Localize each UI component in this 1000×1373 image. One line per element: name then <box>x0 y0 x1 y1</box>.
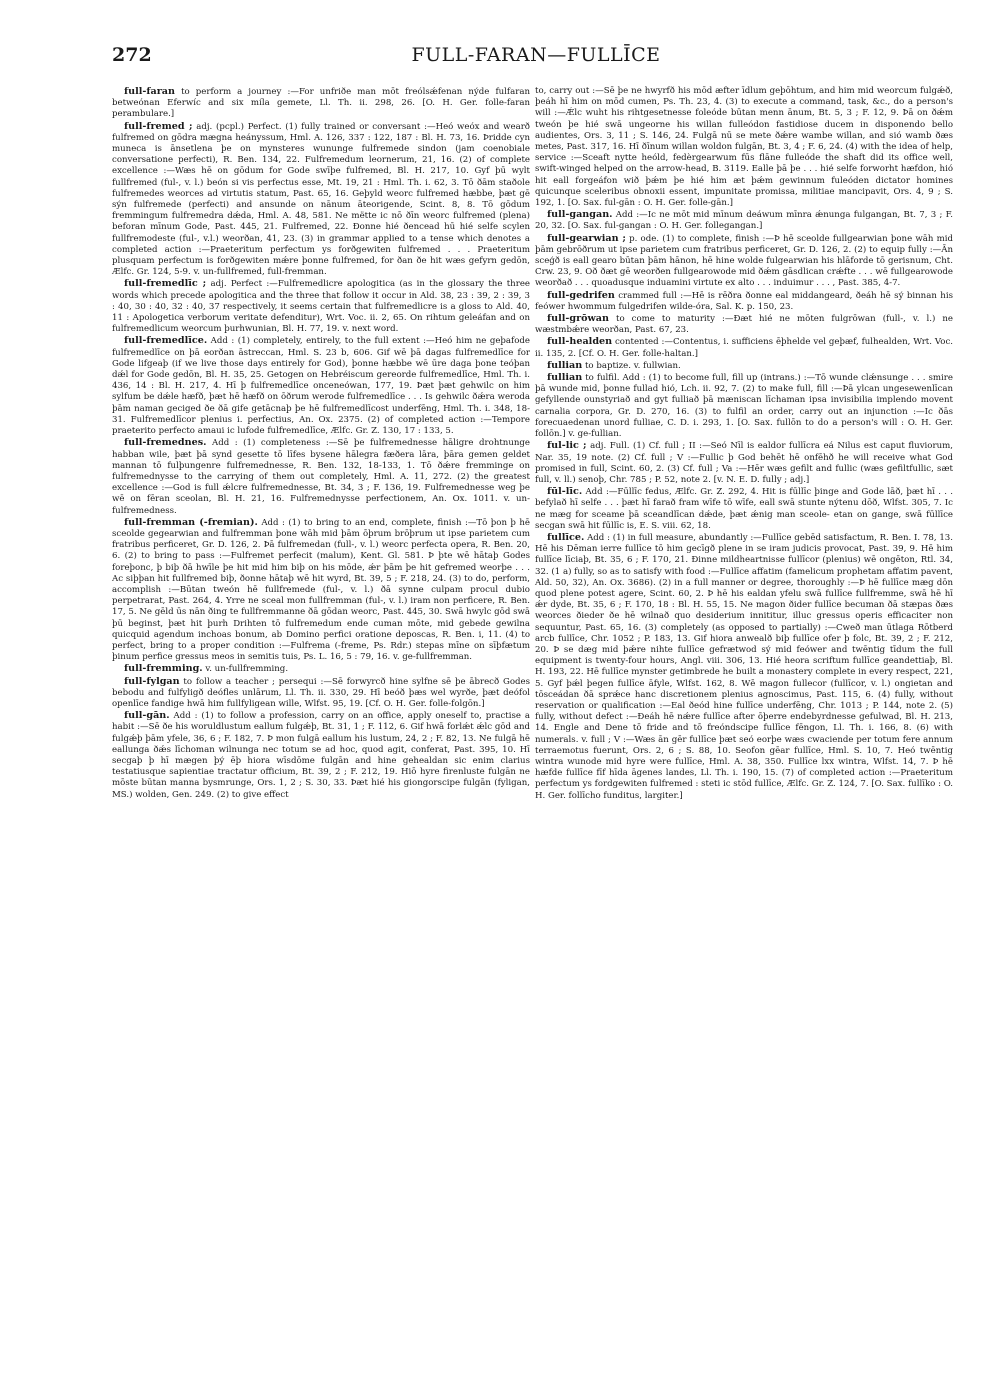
dictionary-entry <box>535 336 953 359</box>
entry-text: Add : (1) completely, entirely, to the full extent :—Heó him ne geþafode fulfremedlīce on þā eorðan āstreccan, Hml. S. 23 b, 606. Gif wē þā dagas fulfremedlīce for Gode lifgeaþ (if we live those days entirely for God), þonne hæbbe wē ūre daga þone teóþan dǽl for Gode gedōn, Bl. H. 35, 25. Getogen on Hebréiscum gereorde fulfremedlīce, Hml. Th. i. 436, 14 : Bl. H. 217, 4. Hī þ fulfremedlīce onceneówan, 177, 19. Þæt þæt gehwilc on him sylfum be dǽle hæfð, þæt hē hæfð on ōðrum werode fulfremedlīce . . . Is gehwilc ðǽra weroda þām naman geciged ðe ðā gife getācnaþ þe hē fulfremedlīcost underfēng, Hml. Th. i. 348, 18-31. Fulfremedlīcor plenius i. perfectius, An. Ox. 2375. (2) of completed action :—Tempore praeterito perfecto amaui ic lufode fulfremedlīce, Ælfc. Gr. Z. 130, 17 : 133, 5. <box>112 336 530 437</box>
entry-headword: full-gearwian ; <box>547 232 626 244</box>
entry-text: to fulfil. Add : (1) to become full, fill up (intrans.) :—Tō wunde clǽnsunge . . . smire þā wunde mid, þonne fullad hió, Lch. ii. 92, 7. (2) to make full, fill :—Þā ylcan ungesewenlīcan gefyllende ounstyriað and gyt fulliað þā mæniscan līchaman ipsa invisibilia implendo movent carnalia corpora, Gr. D. 270, 16. (3) to fulfil an order, carry out an injunction :—Ic ðās forecuaedenan unord fulliae, C. D. i. 293, 1. [O. Sax. fullōn to do a person's will : O. H. Ger. follōn.] v. ge-fullian. <box>535 373 953 440</box>
entry-text: Add : (1) in full measure, abundantly :—Fullīce gebēd satisfactum, R. Ben. I. 78, 13. Hē his Dēman ierre fullīce tō him gecīgð plene in se iram judicis provocat, Past. 39, 9. Hē him fullīce līciaþ, Bt. 35, 6 ; F. 170, 21. Ðinne mildheartnisse fullīcor (plenius) wē ongēton, Rtl. 34, 32. (1 a) fully, so as to satisfy with food :—Fullīce affatim (famelicum prophetam affatim pavent, Ald. 50, 32), An. Ox. 3686). (2) in a full manner or degree, thoroughly :—Þ hē fullīce mæg dōn quod plene potest agere, Scint. 60, 2. Þ hē his ealdan yfelu swā fullīce fullfremme, swā hē hī ǽr dyde, Bt. 35, 6 ; F. 170, 18 : Bl. H. 55, 15. Ne magon ðider fullīce becuman ðā stæpas ðæs weorces ðieder ðe hē wilnað quo desiderium innititur, illuc gressus operis efficaciter non sequuntur, Past. 65, 16. (3) completely (as opposed to partially) :—Cweð man ūtlaga Rōtberd arcb fullīce, Chr. 1052 ; P. 183, 13. Gif hiora anwealð biþ fullīce ofer þ folc, Bt. 39, 2 ; F. 212, 20. Þ se dæg mid þǽre nihte fullīce gefrætwod sý mid feówer and twēntig tīdum the full equipment is twenty-four hours, Angl. viii. 306, 13. Hié heora scriftum fullīce geandettiaþ, Bl. H. 193, 22. Hē fullīce mynster getimbrede he built a monastery complete in every respect, 221, 5. Gyf þǽl þegen fullīce āfyle, Wlfst. 162, 8. Wē magon fullecor (fullīcor, v. l.) ongietan and tōsceádan ðā sprǽce hanc discretionem plenius agnoscimus, Past. 115, 6. (4) fully, without reservation or qualification :—Eal ðeód hine fullīce underfēng, Chr. 1013 ; P. 144, note 2. (5) fully, without defect :—Ðeáh hē nǽre fullīce after ōþerre endebyrdnesse gefulwad, Bl. H. 213, 14. Engle and Dene tō fride and tō freóndscipe fullīce fēngon, Ll. Th. i. 166, 8. (6) with numerals. v. full ; V :—Wæs ān gēr fullīce þæt seó eorþe wæs cwaciende per totum fere annum terraemotus fuerunt, Ors. 2, 6 ; S. 88, 10. Seofon gēar fullīce, Hml. S. 10, 7. Heó twēntig wintra wunode mid hyre were fullīce, Hml. A. 38, 350. Fullīce lxx wintra, Wlfst. 14, 7. Þ hē hæfde fullīce fīf hīda āgenes landes, Ll. Th. i. 190, 15. (7) of completed action :—Praeteritum perfectum ys fordgewiten fulfremed : steti ic stōd fullīce, Ælfc. Gr. Z. 124, 7. [O. Sax. fullīko : O. H. Ger. follīcho funditus, largiter.] <box>535 532 953 801</box>
dictionary-entry <box>535 372 953 440</box>
entry-headword: fullīce. <box>547 531 585 543</box>
page-header <box>112 44 960 74</box>
entry-headword: full-faran <box>124 86 175 97</box>
entry-text: to come to maturity :—Ðæt hié ne mōten fulgrōwan (full-, v. l.) ne wæstmbǽre weorðan, Past. 67, 23. <box>535 314 953 336</box>
entry-headword: full-fremed ; <box>124 120 193 132</box>
entry-text: adj. Full. (1) Cf. full ; II :—Seó Nīl is ealdor fullīcra eá Nilus est caput fluviorum, Nar. 35, 19 note. (2) Cf. full ; V :—Fullic þ God behēt hē onfēhð he will receive what God promised in full, Scint. 60, 2. (3) Cf. full ; Va :—Hēr wæs gefilt and fullic (wæs gefiltfullic, sæt full, v. ll.) senoþ, Chr. 785 ; P. 52, note 2. [v. N. E. D. fully ; adj.] <box>535 441 954 485</box>
entry-text: adj. Perfect :—Fulfremedlicre apologitica (as in the glossary the three words which precede apologitica and the three that follow it occur in Ald. 38, 23 : 39, 2 : 39, 3 : 40, 30 : 40, 32 : 40, 37 respectively, it seems certain that fulfremedlicre is a gloss to Ald. 40, 11 : Apologetica verborum veritate defenditur), Wrt. Voc. ii. 2, 65. On rihtum geleáfan and on fulfremedlicum weorcum þurhwunian, Bl. H. 77, 19. v. next word. <box>112 279 530 335</box>
entry-headword: full-gedrifen <box>547 289 615 301</box>
dictionary-entry <box>112 437 530 516</box>
dictionary-entry <box>535 486 953 532</box>
entry-headword: full-gangan. <box>547 209 613 221</box>
entry-text: to baptize. v. fullwian. <box>582 360 681 371</box>
entry-headword: full-fylgan <box>124 675 180 687</box>
entry-headword: full-fremedlīce. <box>124 335 208 347</box>
right-column <box>535 86 953 802</box>
entry-headword: ful-lic ; <box>547 440 587 452</box>
entry-headword: fūl-līc. <box>547 486 583 498</box>
dictionary-entry <box>535 290 953 313</box>
dictionary-entry <box>535 209 953 232</box>
entry-headword: full-fremman (-fremian). <box>124 516 258 528</box>
entry-text: to perform a journey :—For unfriðe man mōt freólsǽfenan nýde fulfaran betweónan Eferwíc and six míla gemete, Ll. Th. ii. 298, 26. [O. H. Ger. folle-faran perambulare.] <box>112 87 530 120</box>
entry-headword: full-healden <box>547 336 613 348</box>
page-number: 272 <box>112 44 152 66</box>
entry-text: Add : (1) completeness :—Sē þe fulfremednesse hāligre drohtnunge habban wile, þæt þā synd gesette tō līfes bysene hālegra fæðera lāra, þāra gemen geldet mannan tō fulþungenre fulfremednesse, R. Ben. 132, 18-133, 1. Tō ðǽre fremminge on fulfremednysse to the carrying of them out completely, Hml. A. 11, 272. (2) the greatest excellence :—God is full ǽlcre fulfremednesse, Bt. 34, 3 ; F. 136, 19. Fulfremednesse weg þe wē on fēran sceolan, Bl. H. 21, 16. Fulfremednysse perfectionem, An. Ox. 1011. v. un-fulfremedness. <box>112 438 530 516</box>
entry-headword: full-fremedlīc ; <box>124 278 207 290</box>
entry-headword: fullian <box>547 359 583 371</box>
dictionary-entry <box>535 233 953 290</box>
entry-text: adj. (pcpl.) Perfect. (1) fully trained or conversant :—Heó weóx and wearð fulfremed on gōdra mægna heányssum, Hml. A. 126, 337 : 122, 187 : Bl. H. 73, 16. Þridde cyn muneca is ānsetlena þe on mynsteres wununge fulfremede sindon (jam coenobiale conversatione perfecti), R. Ben. 134, 22. Fulfremedum leornerum, 21, 16. (2) of complete excellence :—Wæs hē on gōdum for Gode swīþe fulfremed, Bl. H. 217, 10. Gyf þū wylt fullfremed (ful-, v. l.) beón si vis perfectus esse, Mt. 19, 21 : Hml. Th. i. 62, 3. Tō ðām staðole fulfremedes weorces ad virtutis statum, Past. 65, 16. Geþyld weorc fulfremed hæbbe, þæt gē sýn fulfremede (perfecti) and ansunde on nānum āteorigende, Scint. 8, 8. Tō gōdum fremmingum fulfremedra dǽda, Hml. A. 48, 581. Ne mëtte ic nō ðīn weorc fulfremed (plena) beforan mīnum Gode, Past. 445, 21. Fulfremed, 22. Ðonne hié ðencead hū hié selfe scylen fullfremodeste (ful-, v.l.) weorðan, 41, 23. (3) in grammar applied to a tense which denotes a completed action :—Praeteritum perfectum ys forðgewiten fulfremed . . . Praeteritum plusquam perfectum is forðgewiten mǽre þonne fulfremed, for ðan ðe hit wæs gefyrn gedōn, Ælfc. Gr. 124, 5-9. v. un-fullfremed, full-fremman. <box>112 121 530 278</box>
dictionary-entry <box>535 360 953 372</box>
dictionary-entry <box>535 440 953 486</box>
dictionary-entry <box>112 278 530 335</box>
dictionary-entry <box>535 532 953 802</box>
entry-text: v. un-fullfremming. <box>202 664 289 675</box>
entry-text: to, carry out :—Sē þe ne hwyrfð his mōd æfter īdlum geþōhtum, and him mid weorcum fulgǽð, þeáh hī him on mōd cumen, Ps. Th. 23, 4. (3) to execute a command, task, &c., do a person's will :—Ǽlc wuht his rihtgesetnesse foleóde būtan menn ānum, Bt. 5, 3 ; F. 12, 9. Þā on ðǽm tweón þe hié swā ungeorne his willan fulleódon fastidiose ducem in disponendo bello audientes, Ors. 3, 11 ; S. 146, 24. Fulgā nū se mete ðǽre wambe willan, and sió wamb ðæs metes, Past. 317, 16. Hī ðīnum willan woldon fulgān, Bt. 3, 4 ; F. 6, 24. (4) with the idea of help, service :—Sceaft nytte heóld, fedèrgearwum fūs flāne fulleóde the shaft did its office well, swift-winged helped on the arrow-head, B. 3119. Ealle þā þe . . . hié selfe forworht hæfdon, hió hit eall forgeáfon wið þǽm þe hié him æt þǽm gewinnum fuleóden dictator homines quicunque sceleribus obnoxii essent, impunitate promissa, militiae mancipavit, Ors. 4, 9 ; S. 192, 1. [O. Sax. ful-gān : O. H. Ger. folle-gān.] <box>535 86 953 209</box>
dictionary-entry <box>112 517 530 664</box>
dictionary-entry <box>535 313 953 336</box>
dictionary-entry <box>112 710 530 801</box>
dictionary-entry <box>535 86 953 209</box>
entry-text: Add : (1) to follow a profession, carry on an office, apply oneself to, practise a habit :—Sē ðe his woruldlustum eallum fulgǽþ, Bt. 31, 1 ; F. 112, 6. Gif hwā forlǽt ǽlc gōd and fulgǽþ þām yfele, 36, 6 ; F. 182, 7. Þ mon fulgā eallum his lustum, 24, 2 ; F. 82, 13. Ne fulgā hē eallunga ðǽs līchoman wilnunga nec totum se ad hoc, quod agit, conferat, Past. 395, 10. Hī secgaþ þ hī mægen þý ēþ hiora wīsdōme fulgān and hine gehealdan sic enim clarius testatiusque sapientiae tractatur officium, Bt. 39, 2 ; F. 212, 19. Hiō hyre firenluste fulgān ne mōste būtan manna bysmrunge, Ors. 1, 2 ; S. 30, 33. Þæt hié his giongorscipe fulgān (fyligan, MS.) wolden, Gen. 249. (2) to give effect <box>112 711 530 800</box>
entry-text: Add :—Fūllīc fedus, Ælfc. Gr. Z. 292, 4. Hit is fūllīc þinge and Gode lāð, þæt hī . . . befylað hī selfe . . . þæt hī farað fram wīfe tō wīfe, eall swā stunte nýtenu dōð, Wlfst. 305, 7. Ic ne mæg for sceame þā sceandlīcan dǽde, þæt ǽnig man sceole- etan on gange, swā fūllīce secgan swā hit fūllīc is, E. S. viii. 62, 18. <box>535 487 953 531</box>
dictionary-entry <box>112 663 530 675</box>
entry-text: p. ode. (1) to complete, finish :—Þ hē sceolde fullgearwian þone wāh mid þām gebrōðrum ut ipse parietem cum fratribus perficeret, Gr. D. 126, 2. (2) to equip fully :—Ān sceǵð is eall gearo būtan þām hānon, hē hine wolde fulgearwian his hlāforde tō gerisnum, Cht. Crw. 23, 9. Oð ðæt gē weorðen fullgearowode mid ðǽm gāsdlican crǽfte . . . wē fullgearowode weorðað . . . quoadusque induamini virtute ex alto . . . induimur . . . , Past. 385, 4-7. <box>535 233 953 289</box>
dictionary-entry <box>112 121 530 279</box>
entry-text: to follow a teacher ; persequi :—Sē forwyrcð hine sylfne sē þe ābrecð Godes bebodu and fulfyligð deófles unlārum, Ll. Th. ii. 330, 29. Hī beóð þæs wel wyrðe, þæt deófol openlīce fandige hwā him fullfyligean wille, Wlfst. 95, 19. [Cf. O. H. Ger. folle-folgōn.] <box>112 676 530 709</box>
entry-headword: full-grōwan <box>547 313 609 325</box>
entry-headword: full-gān. <box>124 710 170 722</box>
dictionary-entry <box>112 86 530 121</box>
left-column <box>112 86 530 801</box>
entry-text: contented :—Contentus, i. sufficiens ēþhelde vel geþæf, fulhealden, Wrt. Voc. ii. 135, 2. [Cf. O. H. Ger. folle-haltan.] <box>535 337 953 359</box>
running-head: FULL-FARAN—FULLĪCE <box>411 44 661 66</box>
entry-headword: full-fremednes. <box>124 437 207 449</box>
entry-text: crammed full :—Hē is rēðra ðonne eal middangeard, ðeáh hē sý binnan his feówer hwommum fulgedrifen wilde-óra, Sal. K. p. 150, 23. <box>535 290 953 312</box>
entry-text: Add :—Ic ne mōt mid mīnum deáwum mīnra ǽnunga fulgangan, Bt. 7, 3 ; F. 20, 32. [O. Sax. ful-gangan : O. H. Ger. follegangan.] <box>535 210 953 232</box>
entry-headword: fullian <box>547 372 583 384</box>
entry-text: Add : (1) to bring to an end, complete, finish :—Tō þon þ hē sceolde gegearwian and fulfremman þone wāh mid þām ōþrum brōþrum ut ipse parietem cum fratribus perficeret, Gr. D. 126, 2. Þā fulfremedan (full-, v. l.) weorc perfecta opera, R. Ben. 20, 6. (2) to bring to pass :—Fulfremet perfecit (malum), Kent. Gl. 581. Þ þte wē hātaþ Godes foreþonc, þ biþ ðā hwīle þe hit mid him biþ on his mōde, ǽr þām þe hit gefremed weorþe . . . Ac siþþan hit fullfremed biþ, ðonne hātaþ wē hit wyrd, Bt. 39, 5 ; F. 218, 24. (3) to do, perform, accomplish :—Būtan tweón hē fullfremede (ful-, v. l.) ðā synne culpam procul dubio perpetrarat, Past. 264, 4. Yrre ne sceal mon fullfremman (ful-, v. l.) iram non perficere, R. Ben. 17, 5. Ne gēld ūs nān ðing te fullfremmanne ðā gōdan weorc, Past. 445, 30. Swā hwylc gōd swā þū beginst, þæt hit þurh Drihten tō fulfremedum ende cuman mōte, mid gebede gewilna quicquid agendum inchoas bonum, ab Domino perfici oratione deposcas, R. Ben. i, 11. (4) to perfect, bring to a proper condition :—Fulfrema (-freme, Ps. Rdr.) stepas mīne on sīþfætum þinum perfice gressus meos in semitis tuis, Ps. L. 16, 5 : 79, 16. v. ge-fullfremman. <box>112 517 531 663</box>
dictionary-entry <box>112 676 530 711</box>
entry-headword: full-fremming. <box>124 663 203 675</box>
dictionary-entry <box>112 335 530 437</box>
